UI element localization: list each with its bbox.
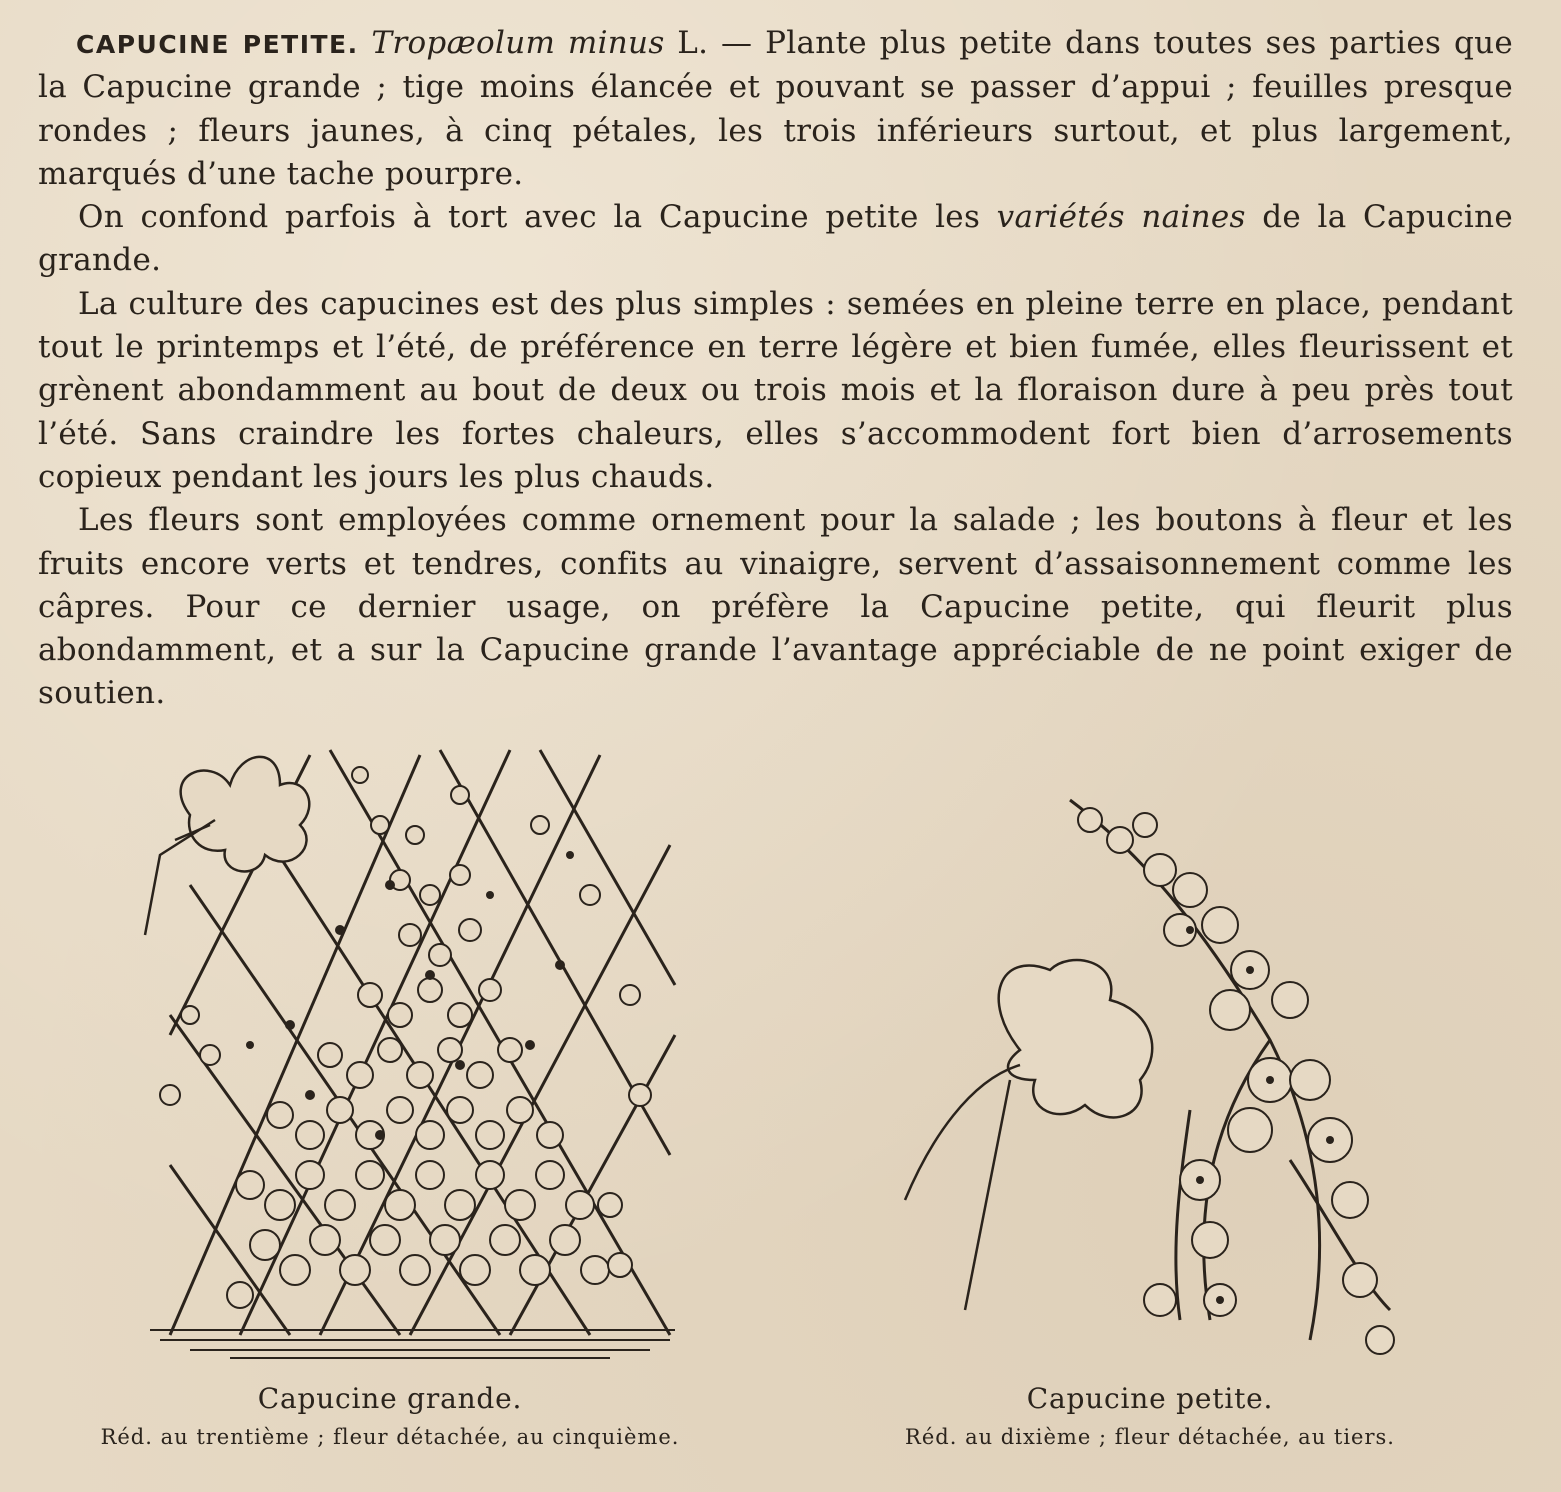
capucine-petite-engraving [890,780,1430,1360]
capucine-grande-engraving [130,735,690,1375]
paragraph-confusion [38,196,1513,283]
description-text: Plante plus petite dans toutes ses parties que la Capucine grande ; tige moins élancée et pouvant se passer d’appui ; feuilles presque rondes ; fleurs jaunes, à cinq pétales, les trois inférieurs surtout, et plus largement, marqués d’une tache pourpre. [38,25,1513,192]
paragraph-description [38,22,1513,196]
dwarf-varieties-term: variétés naines [996,199,1246,236]
figure-title-grande: Capucine grande. [257,1382,523,1415]
figure-caption-grande [40,1382,740,1449]
illustration-capucine-grande [130,735,690,1375]
latin-name: Tropæolum minus [371,25,665,61]
paragraph-culture: La culture des capucines est des plus simples : semées en pleine terre en place, pendant tout le printemps et l’été, de préférence en terre légère et bien fumée, elles fleurissent et grènent abondamment au bout de deux ou trois mois et la floraison dure à peu près tout l’été. Sans craindre les fortes chaleurs, elles s’accommodent fort bien d’arrosements copieux pendant les jours les plus chauds. [38,285,1513,495]
author-abbrev: L. — [664,25,766,61]
figure-title-petite: Capucine petite. [1026,1382,1274,1415]
illustration-capucine-petite [890,780,1430,1360]
paragraph-uses: Les fleurs sont employées comme ornement pour la salade ; les boutons à fleur et les fruits encore verts et tendres, confits au vinaigre, servent d’assaisonnement comme les câpres. Pour ce dernier usage, on préfère la Capucine petite, qui fleurit plus abondamment, et a sur la Capucine grande l’avantage appréciable de ne point exiger de soutien. [38,502,1513,712]
entry-heading: CAPUCINE PETITE. [76,30,359,59]
confusion-text-start: On confond parfois à tort avec la Capucine petite les [78,199,997,236]
figure-scale-note-grande: Réd. au trentième ; fleur détachée, au cinquième. [100,1425,680,1449]
figure-scale-note-petite: Réd. au dixième ; fleur détachée, au tiers. [905,1425,1395,1449]
confusion-text-end: de la Capucine grande. [38,199,1513,279]
article-text [38,22,1513,716]
figure-caption-petite [840,1382,1460,1449]
